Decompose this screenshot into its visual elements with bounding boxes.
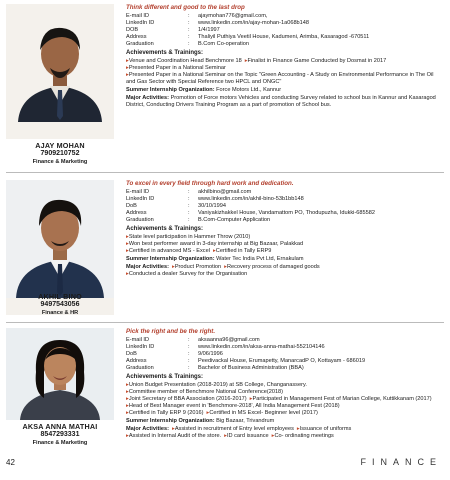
- internship-label: Summer Internship Organization:: [126, 418, 215, 425]
- field-email: E-mail ID : akhilbino@gmail.com: [126, 189, 444, 196]
- profile-aksa-anna-mathai: [0, 328, 450, 452]
- section-divider: [6, 172, 444, 173]
- activity-item: ▸ Assisted in Internal Audit of the store.: [126, 433, 221, 440]
- profile-akhil-bino: [0, 180, 450, 315]
- person-photo-icon: [6, 328, 114, 420]
- field-label: DoB: [126, 351, 137, 358]
- field-value: ajaymohan776@gmail.com,: [198, 13, 268, 19]
- internship: [126, 87, 444, 94]
- activity-item: ▸ Product Promotion: [172, 264, 221, 271]
- field-linkedin: LinkedIn ID : www.linkedin.com/in/aksa-anna-mathai-552104146: [126, 344, 444, 351]
- field-value: Peedivackal House, Erumapetty, ManarcadP O, Kottayam - 686019: [198, 358, 366, 365]
- achievement-item: ▸ Certified in Tally ERP 9 (2016): [126, 410, 204, 417]
- achievements-list: [126, 234, 444, 255]
- tagline: To excel in every field through hard work and dedication.: [126, 180, 294, 187]
- field-email: E-mail ID : ajaymohan776@gmail.com,: [126, 13, 444, 20]
- field-value: 9/06/1996: [198, 351, 223, 358]
- field-label: DoB: [126, 203, 137, 210]
- internship: [126, 418, 444, 425]
- field-value: Thaliyil Puthiya Veetil House, Kadumeni, Arimba, Kasaragod -670511: [198, 34, 370, 41]
- field-email: E-mail ID : aksaanna96@gmail.com: [126, 337, 444, 344]
- achievements-list: [126, 382, 444, 417]
- field-label: Address: [126, 358, 147, 365]
- activities: [126, 426, 444, 440]
- profile-photo: [6, 4, 114, 139]
- internship-label: Summer Internship Organization:: [126, 255, 215, 262]
- field-value: www.linkedin.com/in/akhil-bino-53b1bb148: [198, 196, 304, 203]
- achievement-item: ▸ Certified in MS Excel- Beginner level (2017): [207, 410, 318, 417]
- field-graduation: Graduation : Bachelor of Business Administration (BBA): [126, 365, 444, 372]
- achievements-heading: Achievements & Trainings:: [126, 50, 204, 57]
- activities-label: Major Activities:: [126, 426, 169, 433]
- profile-caption: [6, 141, 114, 166]
- internship-value: Force Motors Ltd., Kannur: [216, 86, 282, 93]
- field-address: Address : Thaliyil Puthiya Veetil House, Kadumeni, Arimba, Kasaragod -670511: [126, 34, 444, 41]
- field-dob: DOB : 1/4/1997: [126, 27, 444, 34]
- activity-item: ▸ Co- ordinating meetings: [272, 433, 334, 440]
- internship: [126, 256, 444, 263]
- field-address: Address : Vaniyakizhakkel House, Vandamattom PO, Thodupuzha, Idukki-685582: [126, 210, 444, 217]
- internship-value: Water Tec India Pvt Ltd, Ernakulam: [216, 255, 304, 262]
- field-value: akhilbino@gmail.com: [198, 189, 252, 195]
- field-value: 30/10/1994: [198, 203, 226, 210]
- student-name: AKHIL BINO: [38, 292, 82, 301]
- achievement-item: ▸ Presented Paper in a National Seminar on the Topic "Green Accounting - A Study on Environmental Performance in The Oil and Gas Sector with Special Reference two HPCL and ONGC": [126, 72, 441, 86]
- field-label: E-mail ID: [126, 13, 149, 19]
- activity-item: ▸ ID card issuance: [224, 433, 268, 440]
- achievement-item: ▸ Committee member of Benchmore National Conference(2018): [126, 389, 441, 396]
- student-phone: 7909210752: [40, 150, 80, 157]
- person-photo-icon: [6, 180, 114, 298]
- achievement-item: ▸ Venue and Coordination Head Benchmore 18: [126, 58, 242, 65]
- profile-details: [126, 328, 444, 440]
- field-address: Address : Peedivackal House, Erumapetty, ManarcadP O, Kottayam - 686019: [126, 358, 444, 365]
- page-number: 42: [6, 458, 15, 467]
- achievement-item: ▸ State level participation in Hammer Throw (2010): [126, 234, 441, 241]
- field-graduation: Graduation : B.Com-Computer Application: [126, 217, 444, 224]
- field-value: 1/4/1997: [198, 27, 220, 34]
- field-dob: DoB : 9/06/1996: [126, 351, 444, 358]
- activity-item: ▸ Assisted in recruitment of Entry level employees: [172, 426, 294, 433]
- student-department: Finance & Marketing: [32, 158, 88, 165]
- field-label: Graduation: [126, 217, 154, 224]
- activities-label: Major Activities:: [126, 263, 169, 270]
- field-value: B.Com Co-operation: [198, 41, 249, 48]
- achievement-item: ▸ Certified in Tally ERP9: [213, 248, 271, 255]
- field-value: www.linkedin.com/in/aksa-anna-mathai-552104146: [198, 344, 325, 351]
- field-value: Vaniyakizhakkel House, Vandamattom PO, Thodupuzha, Idukki-685582: [198, 210, 375, 217]
- field-label: Graduation: [126, 41, 154, 48]
- profile-ajay-mohan: [0, 4, 450, 164]
- student-phone: 9497543056: [40, 301, 80, 308]
- profile-details: [126, 180, 444, 278]
- field-linkedin: LinkedIn ID : www.linkedin.com/in/ajay-mohan-1a068b148: [126, 20, 444, 27]
- field-graduation: Graduation : B.Com Co-operation: [126, 41, 444, 48]
- field-value: www.linkedin.com/in/ajay-mohan-1a068b148: [198, 20, 310, 27]
- activities-value: Promotion of Force motors Vehicles and conducting Survey related to school bus in Kannur and Kasaragod District, Conducting Drivers Training Program as a part of promotion of School bus.: [126, 95, 436, 109]
- achievement-item: ▸ Union Budget Presentation (2018-2019) at SB College, Changanassery.: [126, 382, 441, 389]
- field-label: DOB: [126, 27, 139, 34]
- student-phone: 8547293331: [40, 431, 80, 438]
- field-label: E-mail ID: [126, 189, 149, 195]
- achievement-item: ▸ Presented Paper in a National Seminar: [126, 65, 441, 72]
- achievements-list: [126, 58, 444, 86]
- field-value: B.Com-Computer Application: [198, 217, 271, 224]
- profile-caption: [6, 422, 114, 447]
- activities: [126, 264, 444, 278]
- field-label: LinkedIn ID: [126, 196, 155, 203]
- profile-details: [126, 4, 444, 109]
- activity-item: ▸ Conducted a dealer Survey for the Organisation: [126, 271, 441, 278]
- section-title: FINANCE: [360, 457, 442, 467]
- tagline: Pick the right and be the right.: [126, 328, 216, 335]
- field-value: aksaanna96@gmail.com: [198, 337, 260, 343]
- activity-item: ▸ Issuance of uniforms: [297, 426, 351, 433]
- activities: [126, 95, 444, 109]
- field-label: LinkedIn ID: [126, 20, 155, 27]
- field-label: Address: [126, 210, 147, 217]
- field-label: LinkedIn ID: [126, 344, 155, 351]
- field-label: E-mail ID: [126, 337, 149, 343]
- field-label: Address: [126, 34, 147, 41]
- achievement-item: ▸ Head of Best Manager event in 'Benchmore-2018', All India Management Fest (2018): [126, 403, 441, 410]
- field-label: Graduation: [126, 365, 154, 372]
- achievement-item: ▸ Certified in advanced MS - Excel: [126, 248, 210, 255]
- profile-photo: [6, 328, 114, 420]
- student-department: Finance & Marketing: [32, 439, 88, 446]
- achievement-item: ▸ Joint Secretary of BBA Association (2016-2017): [126, 396, 247, 403]
- profile-caption: [6, 292, 114, 317]
- activities-label: Major Activities:: [126, 95, 169, 102]
- internship-value: Big Bazaar, Trivandrum: [216, 418, 275, 425]
- section-divider: [6, 322, 444, 323]
- activity-item: ▸ Recovery process of damaged goods: [224, 264, 319, 271]
- achievement-item: ▸ Finalist in Finance Game Conducted by Dosmat in 2017: [245, 58, 387, 65]
- field-dob: DoB : 30/10/1994: [126, 203, 444, 210]
- field-linkedin: LinkedIn ID : www.linkedin.com/in/akhil-bino-53b1bb148: [126, 196, 444, 203]
- achievements-heading: Achievements & Trainings:: [126, 226, 204, 233]
- student-name: AKSA ANNA MATHAI: [22, 422, 98, 431]
- student-department: Finance & HR: [41, 309, 79, 316]
- person-photo-icon: [6, 4, 114, 122]
- student-name: AJAY MOHAN: [35, 141, 85, 150]
- achievement-item: ▸ Won best performer award in 3-day internship at Big Bazaar, Palakkad: [126, 241, 441, 248]
- tagline: Think different and good to the last drop: [126, 4, 245, 11]
- achievements-heading: Achievements & Trainings:: [126, 374, 204, 381]
- internship-label: Summer Internship Organization:: [126, 86, 215, 93]
- field-value: Bachelor of Business Administration (BBA): [198, 365, 304, 372]
- achievement-item: ▸ Participated in Management Fest of Marian College, Kuttikkanam (2017): [250, 396, 432, 403]
